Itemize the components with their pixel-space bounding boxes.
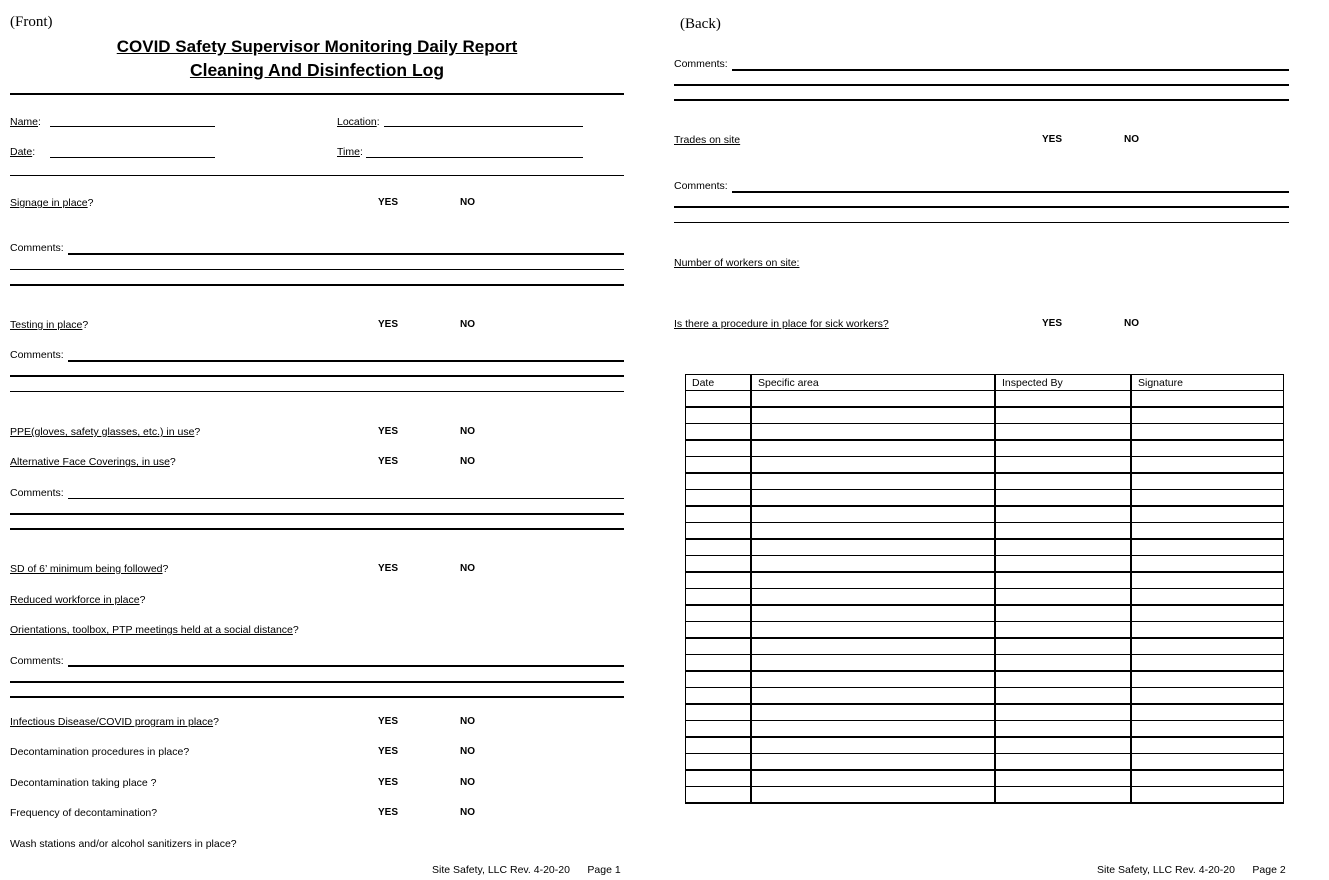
table-row — [686, 523, 1284, 540]
area-cell[interactable] — [751, 539, 995, 556]
back-comments-label-2: Comments: — [674, 180, 728, 192]
back-comments-line-1a[interactable] — [732, 69, 1289, 71]
location-label: Location — [337, 116, 377, 128]
infectious-yes[interactable]: YES — [378, 716, 399, 727]
header-divider — [10, 175, 624, 176]
title-divider — [10, 93, 624, 95]
date-cell[interactable] — [686, 638, 752, 655]
question-face-coverings: Alternative Face Coverings, in use? — [10, 456, 176, 468]
signature-cell[interactable] — [1131, 556, 1284, 573]
location-field[interactable] — [384, 126, 583, 127]
signage-no[interactable]: NO — [460, 197, 475, 208]
inspector-cell[interactable] — [995, 391, 1131, 408]
area-cell[interactable] — [751, 754, 995, 771]
area-cell[interactable] — [751, 721, 995, 738]
decon-taking-yes[interactable]: YES — [378, 777, 399, 788]
comments-line-3a[interactable] — [68, 498, 624, 499]
inspector-cell[interactable] — [995, 473, 1131, 490]
question-infectious: Infectious Disease/COVID program in place? — [10, 716, 219, 728]
inspector-cell[interactable] — [995, 539, 1131, 556]
inspector-cell[interactable] — [995, 638, 1131, 655]
header-inspected-by: Inspected By — [995, 375, 1131, 391]
table-row — [686, 407, 1284, 424]
inspector-cell[interactable] — [995, 424, 1131, 441]
inspector-cell[interactable] — [995, 754, 1131, 771]
table-row — [686, 572, 1284, 589]
sd-no[interactable]: NO — [460, 563, 475, 574]
signature-cell[interactable] — [1131, 770, 1284, 787]
report-title: COVID Safety Supervisor Monitoring Daily Report — [116, 37, 518, 56]
sick-no[interactable]: NO — [1124, 318, 1139, 329]
signature-cell[interactable] — [1131, 655, 1284, 672]
comments-line-3b[interactable] — [10, 513, 624, 515]
signature-cell[interactable] — [1131, 523, 1284, 540]
question-orientations: Orientations, toolbox, PTP meetings held at a social distance? — [10, 624, 299, 636]
date-cell[interactable] — [686, 737, 752, 754]
time-label: Time — [337, 146, 360, 158]
date-cell[interactable] — [686, 589, 752, 606]
area-cell[interactable] — [751, 424, 995, 441]
date-cell[interactable] — [686, 523, 752, 540]
area-cell[interactable] — [751, 770, 995, 787]
table-row — [686, 440, 1284, 457]
front-footer: Site Safety, LLC Rev. 4-20-20 Page 1 — [432, 864, 621, 876]
table-row — [686, 605, 1284, 622]
signature-cell[interactable] — [1131, 737, 1284, 754]
area-cell[interactable] — [751, 638, 995, 655]
date-cell[interactable] — [686, 622, 752, 639]
header-date: Date — [686, 375, 752, 391]
signature-cell[interactable] — [1131, 721, 1284, 738]
signature-cell[interactable] — [1131, 589, 1284, 606]
table-row — [686, 770, 1284, 787]
date-cell[interactable] — [686, 490, 752, 507]
table-row — [686, 655, 1284, 672]
comments-line-2c[interactable] — [10, 391, 624, 392]
inspector-cell[interactable] — [995, 737, 1131, 754]
comments-label-2: Comments: — [10, 349, 64, 361]
table-row — [686, 638, 1284, 655]
table-row — [686, 490, 1284, 507]
question-reduced-workforce: Reduced workforce in place? — [10, 594, 146, 606]
table-row — [686, 688, 1284, 705]
date-cell[interactable] — [686, 424, 752, 441]
question-decon-taking: Decontamination taking place ? — [10, 777, 157, 789]
question-testing-text: Testing in place — [10, 319, 83, 331]
date-cell[interactable] — [686, 688, 752, 705]
table-row — [686, 721, 1284, 738]
inspector-cell[interactable] — [995, 770, 1131, 787]
back-comments-line-2a[interactable] — [732, 191, 1289, 193]
testing-yes[interactable]: YES — [378, 319, 399, 330]
signature-cell[interactable] — [1131, 490, 1284, 507]
date-label: Date — [10, 146, 33, 158]
infectious-no[interactable]: NO — [460, 716, 475, 727]
date-cell[interactable] — [686, 506, 752, 523]
inspector-cell[interactable] — [995, 556, 1131, 573]
inspector-cell[interactable] — [995, 655, 1131, 672]
date-label-wrap: Date: — [10, 146, 36, 158]
date-cell[interactable] — [686, 770, 752, 787]
area-cell[interactable] — [751, 704, 995, 721]
table-row — [686, 671, 1284, 688]
question-signage: Signage in place? — [10, 197, 94, 209]
location-label-wrap: Location: — [337, 116, 380, 128]
signature-cell[interactable] — [1131, 638, 1284, 655]
question-sd: SD of 6’ minimum being followed? — [10, 563, 169, 575]
comments-label-1: Comments: — [10, 242, 64, 254]
sd-yes[interactable]: YES — [378, 563, 399, 574]
decon-proc-no[interactable]: NO — [460, 746, 475, 757]
signage-yes[interactable]: YES — [378, 197, 399, 208]
question-sick-workers: Is there a procedure in place for sick workers? — [674, 318, 889, 330]
area-cell[interactable] — [751, 391, 995, 408]
area-cell[interactable] — [751, 523, 995, 540]
area-cell[interactable] — [751, 622, 995, 639]
sick-yes[interactable]: YES — [1042, 318, 1063, 329]
log-title: Cleaning And Disinfection Log — [189, 60, 445, 80]
trades-no[interactable]: NO — [1124, 134, 1139, 145]
area-cell[interactable] — [751, 556, 995, 573]
date-field[interactable] — [50, 157, 215, 158]
area-cell[interactable] — [751, 671, 995, 688]
comments-line-2b[interactable] — [10, 375, 624, 377]
comments-line-1a[interactable] — [68, 253, 624, 255]
signature-cell[interactable] — [1131, 787, 1284, 804]
time-field[interactable] — [366, 157, 583, 158]
date-cell[interactable] — [686, 787, 752, 804]
table-row — [686, 391, 1284, 408]
area-cell[interactable] — [751, 688, 995, 705]
trades-yes[interactable]: YES — [1042, 134, 1063, 145]
inspector-cell[interactable] — [995, 490, 1131, 507]
inspector-cell[interactable] — [995, 440, 1131, 457]
date-cell[interactable] — [686, 704, 752, 721]
area-cell[interactable] — [751, 787, 995, 804]
signature-cell[interactable] — [1131, 605, 1284, 622]
signature-cell[interactable] — [1131, 754, 1284, 771]
inspector-cell[interactable] — [995, 572, 1131, 589]
question-testing: Testing in place? — [10, 319, 89, 331]
table-row — [686, 556, 1284, 573]
area-cell[interactable] — [751, 737, 995, 754]
back-comments-line-2b[interactable] — [674, 206, 1289, 208]
date-cell[interactable] — [686, 440, 752, 457]
table-row — [686, 622, 1284, 639]
inspector-cell[interactable] — [995, 671, 1131, 688]
question-orientations-text: Orientations, toolbox, PTP meetings held at a social distance — [10, 624, 293, 636]
inspector-cell[interactable] — [995, 622, 1131, 639]
date-cell[interactable] — [686, 457, 752, 474]
inspector-cell[interactable] — [995, 688, 1131, 705]
table-header-row — [686, 375, 1284, 391]
table-row — [686, 539, 1284, 556]
signature-cell[interactable] — [1131, 473, 1284, 490]
date-cell[interactable] — [686, 539, 752, 556]
date-cell[interactable] — [686, 556, 752, 573]
date-cell[interactable] — [686, 407, 752, 424]
inspector-cell[interactable] — [995, 506, 1131, 523]
area-cell[interactable] — [751, 605, 995, 622]
date-cell[interactable] — [686, 605, 752, 622]
table-row — [686, 424, 1284, 441]
comments-line-4b[interactable] — [10, 681, 624, 683]
frequency-no[interactable]: NO — [460, 807, 475, 818]
date-cell[interactable] — [686, 671, 752, 688]
back-comments-line-1b[interactable] — [674, 84, 1289, 86]
date-cell[interactable] — [686, 655, 752, 672]
back-comments-label-1: Comments: — [674, 58, 728, 70]
question-sd-text: SD of 6’ minimum being followed — [10, 563, 163, 575]
table-row — [686, 704, 1284, 721]
name-field[interactable] — [50, 126, 215, 127]
question-ppe: PPE(gloves, safety glasses, etc.) in use? — [10, 426, 201, 438]
header-specific-area: Specific area — [751, 375, 995, 391]
signature-cell[interactable] — [1131, 671, 1284, 688]
table-row — [686, 589, 1284, 606]
question-trades: Trades on site — [674, 134, 741, 146]
back-comments-line-1c[interactable] — [674, 99, 1289, 101]
table-row — [686, 473, 1284, 490]
back-footer: Site Safety, LLC Rev. 4-20-20 Page 2 — [1097, 864, 1286, 876]
comments-line-3c[interactable] — [10, 528, 624, 530]
frequency-yes[interactable]: YES — [378, 807, 399, 818]
date-cell[interactable] — [686, 754, 752, 771]
date-cell[interactable] — [686, 572, 752, 589]
decon-proc-yes[interactable]: YES — [378, 746, 399, 757]
face-yes[interactable]: YES — [378, 456, 399, 467]
inspector-cell[interactable] — [995, 787, 1131, 804]
signature-cell[interactable] — [1131, 539, 1284, 556]
comments-line-1b[interactable] — [10, 269, 624, 270]
question-decon-procedures: Decontamination procedures in place? — [10, 746, 190, 758]
comments-line-4a[interactable] — [68, 665, 624, 667]
inspector-cell[interactable] — [995, 605, 1131, 622]
signature-cell[interactable] — [1131, 391, 1284, 408]
testing-no[interactable]: NO — [460, 319, 475, 330]
ppe-yes[interactable]: YES — [378, 426, 399, 437]
table-row — [686, 506, 1284, 523]
question-wash-stations: Wash stations and/or alcohol sanitizers in place? — [10, 838, 237, 850]
area-cell[interactable] — [751, 506, 995, 523]
question-reduced-workforce-text: Reduced workforce in place — [10, 594, 140, 606]
area-cell[interactable] — [751, 440, 995, 457]
back-comments-line-2c[interactable] — [674, 222, 1289, 223]
signature-cell[interactable] — [1131, 572, 1284, 589]
signature-cell[interactable] — [1131, 688, 1284, 705]
comments-label-4: Comments: — [10, 655, 64, 667]
area-cell[interactable] — [751, 407, 995, 424]
comments-label-3: Comments: — [10, 487, 64, 499]
header-signature: Signature — [1131, 375, 1284, 391]
front-corner-label: (Front) — [10, 14, 53, 30]
face-no[interactable]: NO — [460, 456, 475, 467]
name-label: Name — [10, 116, 39, 128]
inspector-cell[interactable] — [995, 589, 1131, 606]
decon-taking-no[interactable]: NO — [460, 777, 475, 788]
name-label-wrap: Name: — [10, 116, 41, 128]
inspection-log-table — [685, 374, 1284, 804]
question-ppe-text: PPE(gloves, safety glasses, etc.) in use — [10, 426, 195, 438]
inspector-cell[interactable] — [995, 457, 1131, 474]
question-face-coverings-text: Alternative Face Coverings, in use — [10, 456, 170, 468]
area-cell[interactable] — [751, 490, 995, 507]
table-row — [686, 737, 1284, 754]
date-cell[interactable] — [686, 721, 752, 738]
table-row — [686, 787, 1284, 804]
ppe-no[interactable]: NO — [460, 426, 475, 437]
area-cell[interactable] — [751, 655, 995, 672]
area-cell[interactable] — [751, 457, 995, 474]
area-cell[interactable] — [751, 589, 995, 606]
signature-cell[interactable] — [1131, 506, 1284, 523]
inspector-cell[interactable] — [995, 704, 1131, 721]
signature-cell[interactable] — [1131, 622, 1284, 639]
back-corner-label: (Back) — [680, 16, 721, 32]
question-signage-text: Signage in place — [10, 197, 88, 209]
table-row — [686, 754, 1284, 771]
signature-cell[interactable] — [1131, 704, 1284, 721]
comments-line-1c[interactable] — [10, 284, 624, 286]
table-row — [686, 457, 1284, 474]
signature-cell[interactable] — [1131, 407, 1284, 424]
inspector-cell[interactable] — [995, 407, 1131, 424]
signature-cell[interactable] — [1131, 440, 1284, 457]
comments-line-2a[interactable] — [68, 360, 624, 362]
comments-line-4c[interactable] — [10, 696, 624, 698]
inspector-cell[interactable] — [995, 523, 1131, 540]
signature-cell[interactable] — [1131, 424, 1284, 441]
time-label-wrap: Time: — [337, 146, 363, 158]
area-cell[interactable] — [751, 572, 995, 589]
area-cell[interactable] — [751, 473, 995, 490]
date-cell[interactable] — [686, 391, 752, 408]
question-workers: Number of workers on site: — [674, 257, 800, 269]
signature-cell[interactable] — [1131, 457, 1284, 474]
question-infectious-text: Infectious Disease/COVID program in place — [10, 716, 214, 728]
question-frequency: Frequency of decontamination? — [10, 807, 158, 819]
inspector-cell[interactable] — [995, 721, 1131, 738]
date-cell[interactable] — [686, 473, 752, 490]
